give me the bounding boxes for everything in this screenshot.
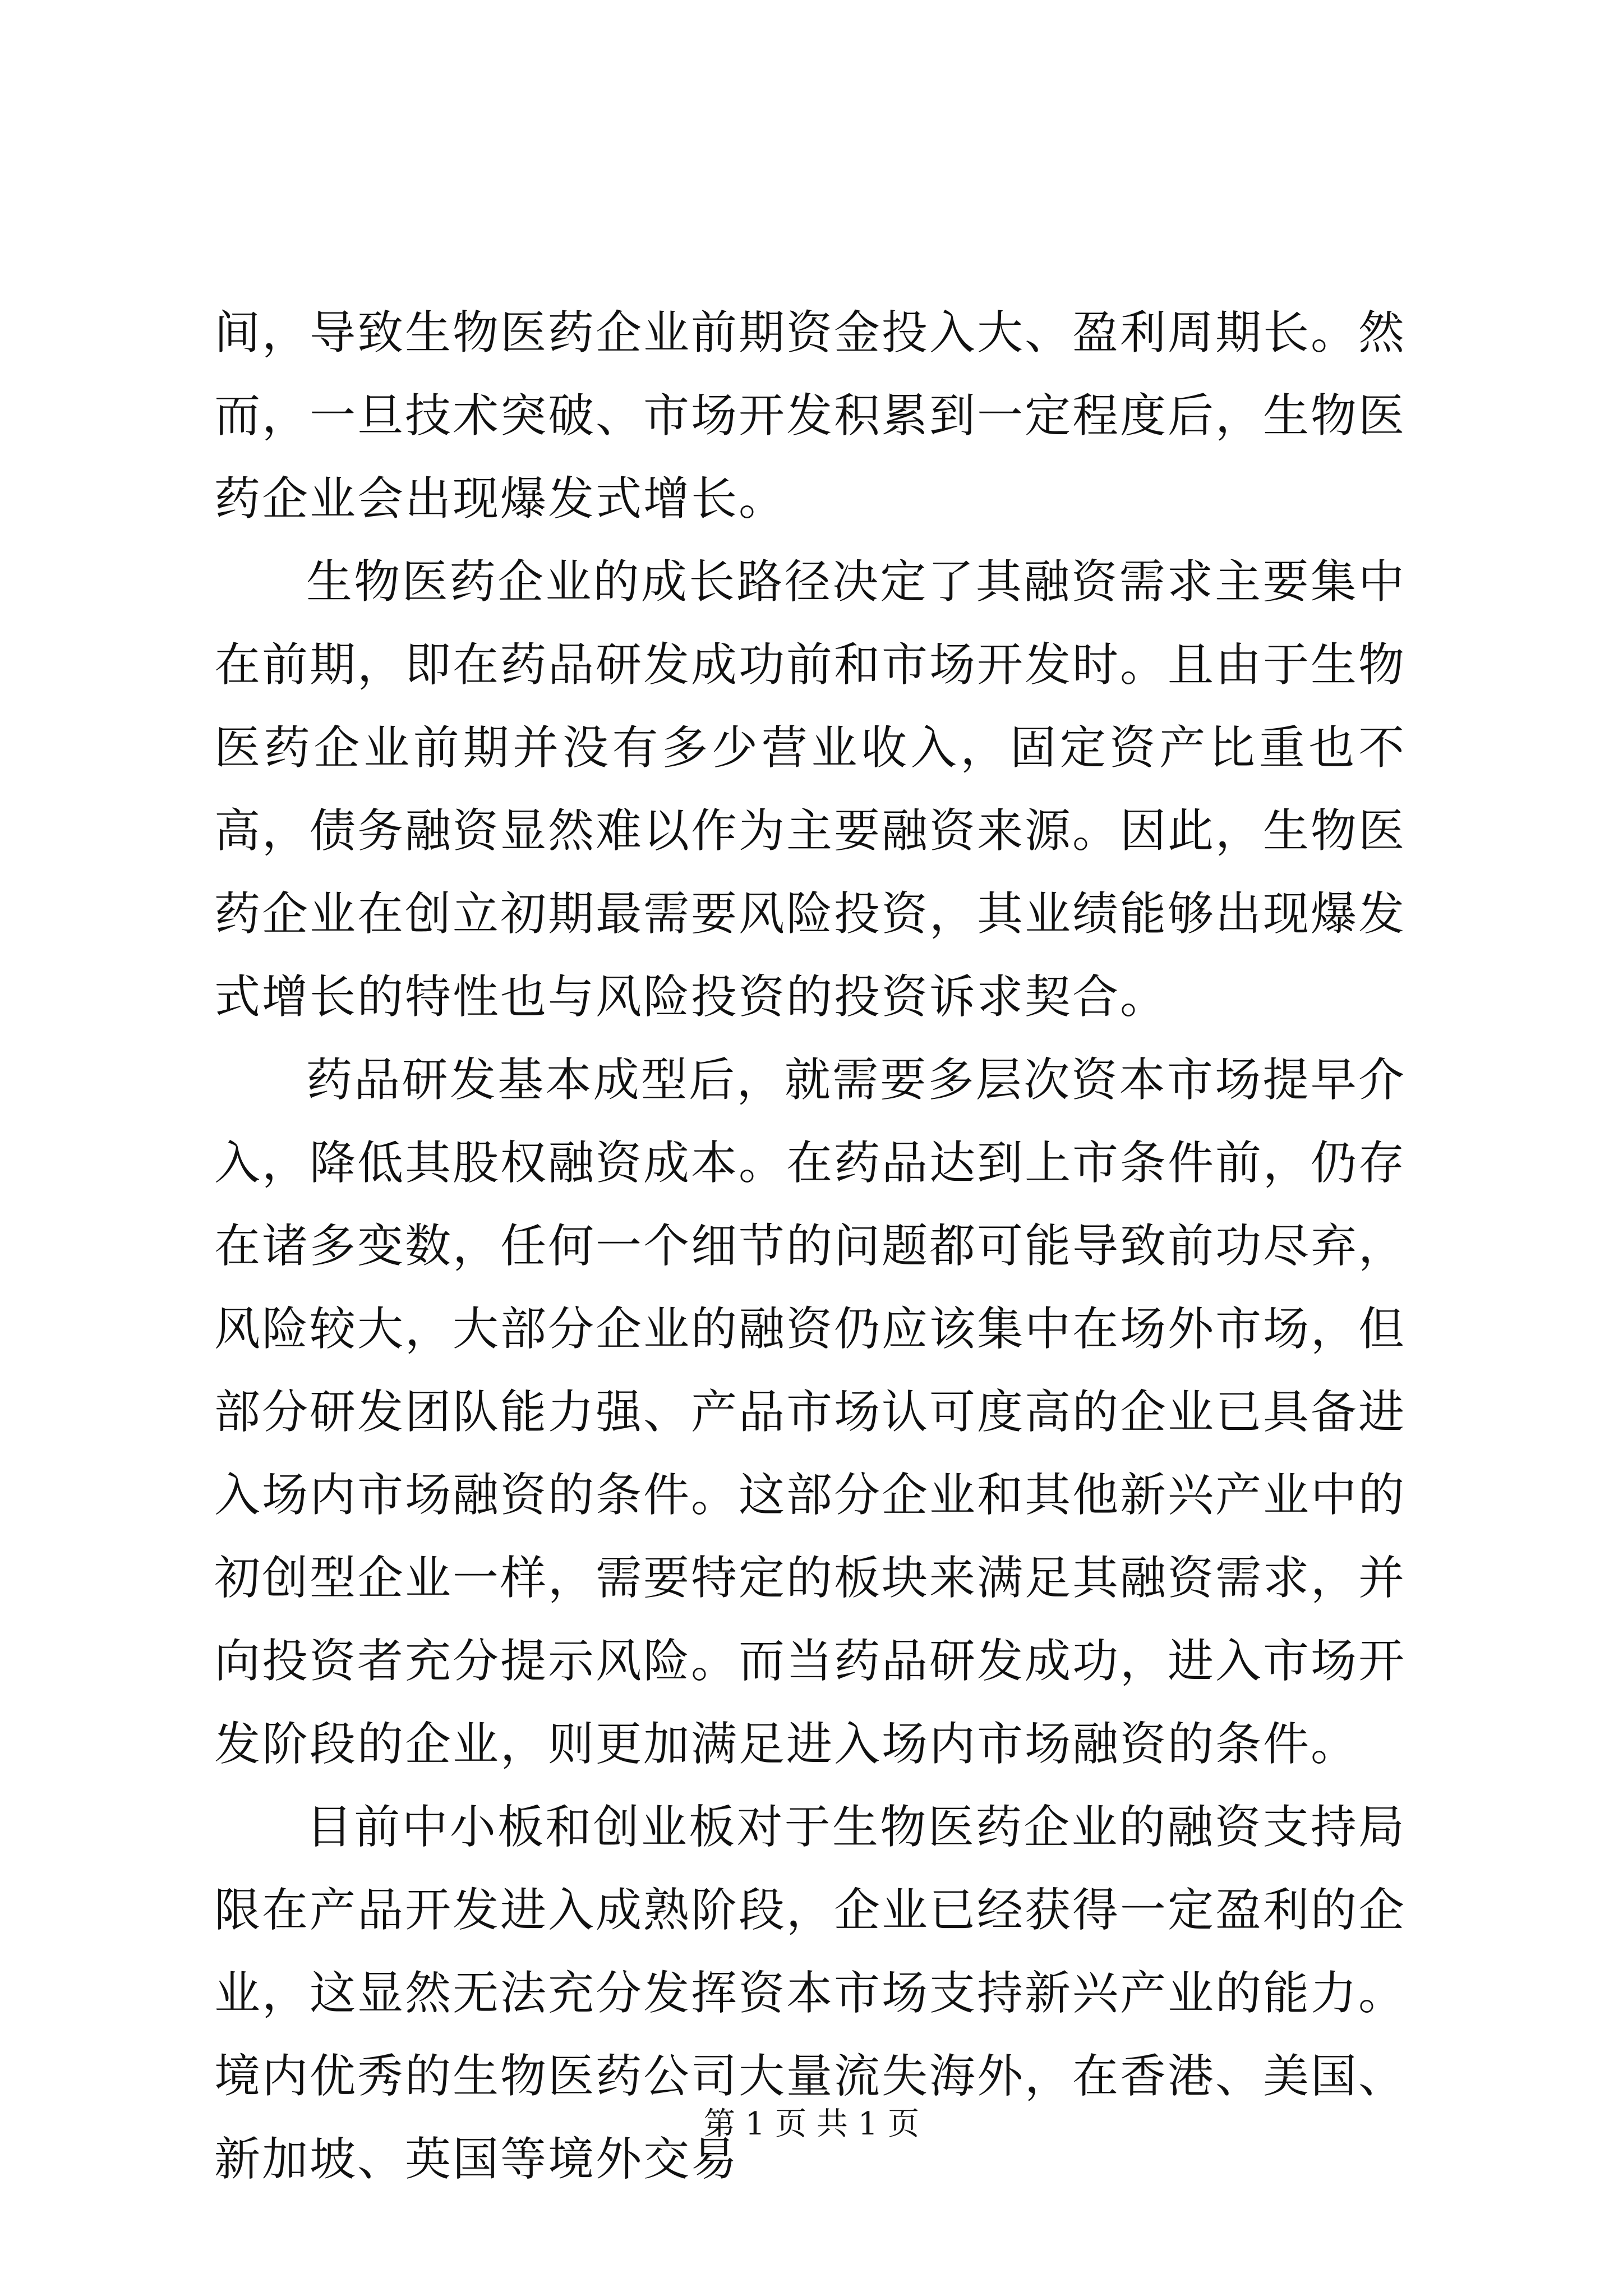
page-footer xyxy=(0,2105,1623,2144)
paragraph-2: 生物医药企业的成长路径决定了其融资需求主要集中在前期，即在药品研发成功前和市场开发时。且由于生物医药企业前期并没有多少营业收入，固定资产比重也不高，债务融资显然难以作为主要融资来源。因此，生物医药企业在创立初期最需要风险投资，其业绩能够出现爆发式增长的特性也与风险投资的投资诉求契合。 xyxy=(214,555,1407,1024)
paragraph-1: 间，导致生物医药企业前期资金投入大、盈利周期长。然而，一旦技术突破、市场开发积累到一定程度后，生物医药企业会出现爆发式增长。 xyxy=(214,306,1407,526)
page-number-label: 第 1 页 共 1 页 xyxy=(703,2106,920,2142)
document-body xyxy=(214,292,1406,2201)
paragraph-4: 目前中小板和创业板对于生物医药企业的融资支持局限在产品开发进入成熟阶段，企业已经获得一定盈利的企业，这显然无法充分发挥资本市场支持新兴产业的能力。境内优秀的生物医药公司大量流失海外，在香港、美国、新加坡、英国等境外交易 xyxy=(214,1801,1407,2186)
paragraph-3: 药品研发基本成型后，就需要多层次资本市场提早介入，降低其股权融资成本。在药品达到上市条件前，仍存在诸多变数，任何一个细节的问题都可能导致前功尽弃，风险较大，大部分企业的融资仍应该集中在场外市场，但部分研发团队能力强、产品市场认可度高的企业已具备进入场内市场融资的条件。这部分企业和其他新兴产业中的初创型企业一样，需要特定的板块来满足其融资需求，并向投资者充分提示风险。而当药品研发成功，进入市场开发阶段的企业，则更加满足进入场内市场融资的条件。 xyxy=(214,1053,1407,1771)
